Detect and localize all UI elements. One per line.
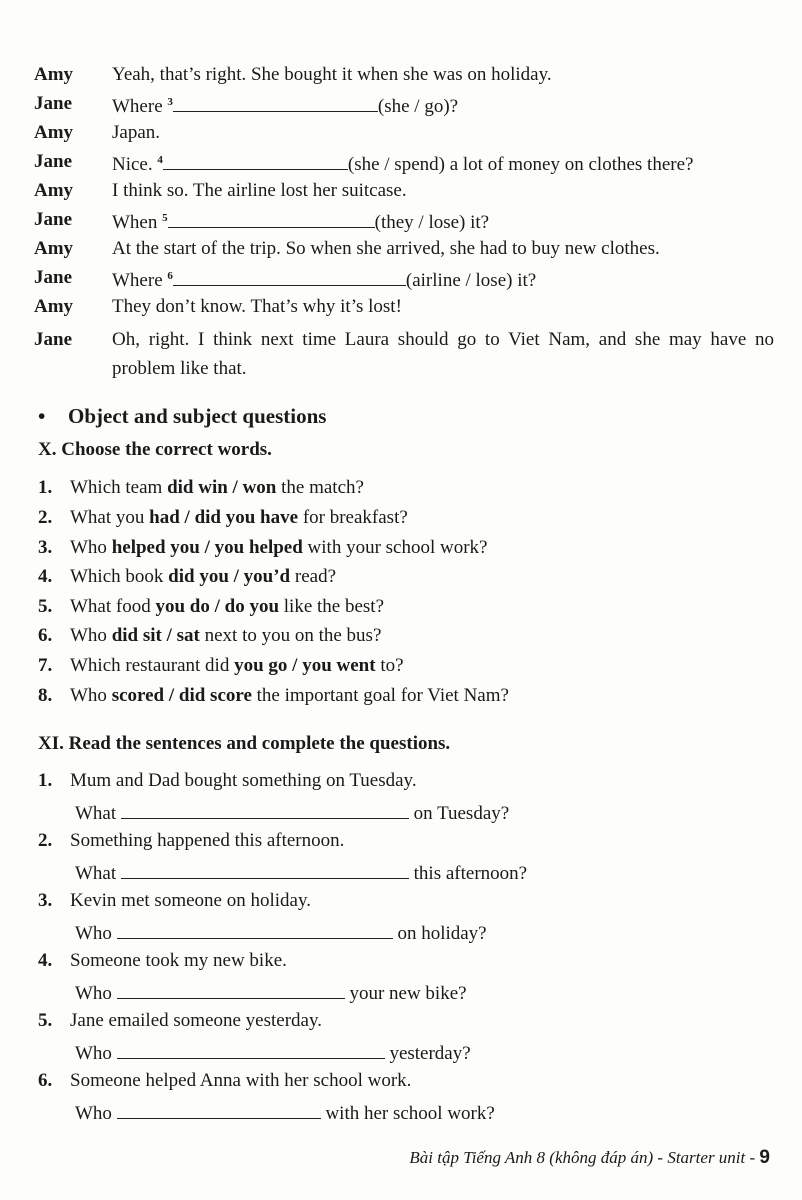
item-text-end: with your school work? xyxy=(302,537,488,558)
item-text xyxy=(70,477,364,499)
item-text xyxy=(70,596,384,618)
item-text-start: Who xyxy=(70,537,112,558)
question-start: Who xyxy=(75,923,112,944)
sentence-text: Someone took my new bike. xyxy=(70,950,287,971)
dialogue-line xyxy=(34,64,774,93)
item-number: 1. xyxy=(38,477,53,498)
item-text xyxy=(70,655,404,677)
question-start: Who xyxy=(75,1043,112,1064)
answer-blank[interactable] xyxy=(173,93,378,112)
speaker: Jane xyxy=(34,151,72,172)
exercise-xi-question xyxy=(75,920,487,945)
word-choice[interactable]: you go / you went xyxy=(234,655,376,676)
item-number: 4. xyxy=(38,566,53,587)
exercise-xi-question xyxy=(75,980,467,1005)
exercise-xi-question xyxy=(75,1100,495,1125)
item-text-end: read? xyxy=(290,566,337,587)
item-text-start: Which restaurant did xyxy=(70,655,235,676)
dialogue-text: Japan. xyxy=(112,122,161,143)
exercise-x-item xyxy=(38,596,384,618)
exercise-xi-sentence xyxy=(38,770,417,792)
speaker: Jane xyxy=(34,209,72,230)
question-end: yesterday? xyxy=(389,1043,471,1064)
exercise-xi-heading: XI. Read the sentences and complete the questions. xyxy=(38,733,451,754)
sentence-text: Kevin met someone on holiday. xyxy=(70,890,311,911)
dialogue-text: Oh, right. I think next time Laura should go to Viet Nam, and she may have no problem like that. xyxy=(112,329,774,379)
question-end: your new bike? xyxy=(349,983,467,1004)
answer-blank[interactable] xyxy=(121,800,409,819)
speaker: Amy xyxy=(34,64,74,85)
item-number: 1. xyxy=(38,770,53,791)
topic-title: Object and subject questions xyxy=(68,404,327,428)
dialogue-hint: (she / go)? xyxy=(377,96,459,117)
exercise-x-item xyxy=(38,566,336,588)
item-text-end: next to you on the bus? xyxy=(199,625,382,646)
word-choice[interactable]: had / did you have xyxy=(149,507,299,528)
exercise-x-item xyxy=(38,625,381,647)
item-text-start: What food xyxy=(70,596,156,617)
bullet-icon: • xyxy=(38,404,46,428)
dialogue-hint: (she / spend) a lot of money on clothes there? xyxy=(347,154,694,175)
answer-blank[interactable] xyxy=(117,980,345,999)
speaker: Amy xyxy=(34,238,74,259)
dialogue-line xyxy=(34,325,774,383)
question-end: on holiday? xyxy=(397,923,487,944)
dialogue-text: When xyxy=(112,212,158,233)
question-start: Who xyxy=(75,983,112,1004)
item-text-start: Which team xyxy=(70,477,168,498)
word-choice[interactable]: scored / did score xyxy=(111,685,252,706)
page-footer xyxy=(409,1147,770,1169)
item-text-start: Who xyxy=(70,685,112,706)
answer-blank[interactable] xyxy=(173,267,406,286)
item-text xyxy=(70,566,336,588)
item-text-end: the important goal for Viet Nam? xyxy=(251,685,509,706)
answer-blank[interactable] xyxy=(163,151,348,170)
dialogue-text: Where xyxy=(112,270,163,291)
dialogue-line xyxy=(34,238,774,267)
dialogue-line xyxy=(34,267,774,296)
dialogue-line xyxy=(34,296,774,325)
question-end: on Tuesday? xyxy=(413,803,510,824)
dialogue-text: I think so. The airline lost her suitcase. xyxy=(112,180,407,201)
answer-blank[interactable] xyxy=(117,920,393,939)
exercise-xi-question xyxy=(75,860,527,885)
word-choice[interactable]: did you / you’d xyxy=(168,566,291,587)
answer-blank[interactable] xyxy=(117,1100,321,1119)
exercise-xi-sentence xyxy=(38,890,311,912)
sentence-text: Jane emailed someone yesterday. xyxy=(70,1010,323,1031)
dialogue-line xyxy=(34,180,774,209)
item-text xyxy=(70,507,408,529)
item-number: 4. xyxy=(38,950,53,971)
gap-number: 3 xyxy=(167,96,173,108)
question-end: this afternoon? xyxy=(413,863,528,884)
answer-blank[interactable] xyxy=(117,1040,385,1059)
exercise-xi-question xyxy=(75,1040,471,1065)
dialogue xyxy=(34,64,774,383)
exercise-x-heading: X. Choose the correct words. xyxy=(38,439,272,460)
exercise-x-item xyxy=(38,477,364,499)
item-text xyxy=(70,625,381,647)
item-number: 8. xyxy=(38,685,53,706)
exercise-xi-sentence xyxy=(38,830,344,852)
exercise-xi-question xyxy=(75,800,509,825)
speaker: Amy xyxy=(34,122,74,143)
item-text-start: Who xyxy=(70,625,112,646)
word-choice[interactable]: did sit / sat xyxy=(111,625,200,646)
exercise-x-item xyxy=(38,655,404,677)
dialogue-line xyxy=(34,209,774,238)
item-number: 7. xyxy=(38,655,53,676)
item-text-end: like the best? xyxy=(279,596,385,617)
exercise-x-item xyxy=(38,507,408,529)
speaker: Jane xyxy=(34,329,72,350)
item-number: 2. xyxy=(38,830,53,851)
speaker: Amy xyxy=(34,180,74,201)
speaker: Jane xyxy=(34,267,72,288)
dialogue-line xyxy=(34,122,774,151)
item-text-start: Which book xyxy=(70,566,169,587)
dialogue-text: Where xyxy=(112,96,163,117)
item-number: 2. xyxy=(38,507,53,528)
word-choice[interactable]: did win / won xyxy=(167,477,277,498)
exercise-xi-sentence xyxy=(38,950,287,972)
dialogue-text: At the start of the trip. So when she arrived, she had to buy new clothes. xyxy=(112,238,660,259)
item-text-end: for breakfast? xyxy=(298,507,408,528)
answer-blank[interactable] xyxy=(121,860,409,879)
item-number: 3. xyxy=(38,890,53,911)
question-start: What xyxy=(75,863,117,884)
page-number: 9 xyxy=(759,1147,770,1168)
gap-number: 4 xyxy=(157,154,163,166)
dialogue-hint: (airline / lose) it? xyxy=(405,270,537,291)
item-text-start: What you xyxy=(70,507,150,528)
answer-blank[interactable] xyxy=(168,209,375,228)
book-title: Bài tập Tiếng Anh 8 (không đáp án) - Starter unit - xyxy=(409,1148,760,1167)
dialogue-line xyxy=(34,151,774,180)
exercise-x-item xyxy=(38,685,509,707)
question-start: Who xyxy=(75,1103,112,1124)
item-text xyxy=(70,537,488,559)
question-start: What xyxy=(75,803,117,824)
exercise-xi-sentence xyxy=(38,1010,322,1032)
sentence-text: Someone helped Anna with her school work. xyxy=(70,1070,412,1091)
item-text-end: to? xyxy=(375,655,404,676)
sentence-text: Mum and Dad bought something on Tuesday. xyxy=(70,770,417,791)
speaker: Jane xyxy=(34,93,72,114)
speaker: Amy xyxy=(34,296,74,317)
section-topic xyxy=(38,404,326,429)
gap-number: 6 xyxy=(167,270,173,282)
dialogue-text: Nice. xyxy=(112,154,153,175)
item-text-end: the match? xyxy=(276,477,364,498)
dialogue-line xyxy=(34,93,774,122)
item-number: 6. xyxy=(38,1070,53,1091)
gap-number: 5 xyxy=(162,212,168,224)
sentence-text: Something happened this afternoon. xyxy=(70,830,345,851)
item-number: 6. xyxy=(38,625,53,646)
question-end: with her school work? xyxy=(325,1103,495,1124)
dialogue-text: Yeah, that’s right. She bought it when she was on holiday. xyxy=(112,64,552,85)
dialogue-text: They don’t know. That’s why it’s lost! xyxy=(112,296,402,317)
item-number: 5. xyxy=(38,596,53,617)
item-text xyxy=(70,685,509,707)
item-number: 5. xyxy=(38,1010,53,1031)
word-choice[interactable]: helped you / you helped xyxy=(111,537,303,558)
exercise-xi-sentence xyxy=(38,1070,411,1092)
word-choice[interactable]: you do / do you xyxy=(155,596,280,617)
dialogue-hint: (they / lose) it? xyxy=(374,212,490,233)
item-number: 3. xyxy=(38,537,53,558)
exercise-x-item xyxy=(38,537,488,559)
